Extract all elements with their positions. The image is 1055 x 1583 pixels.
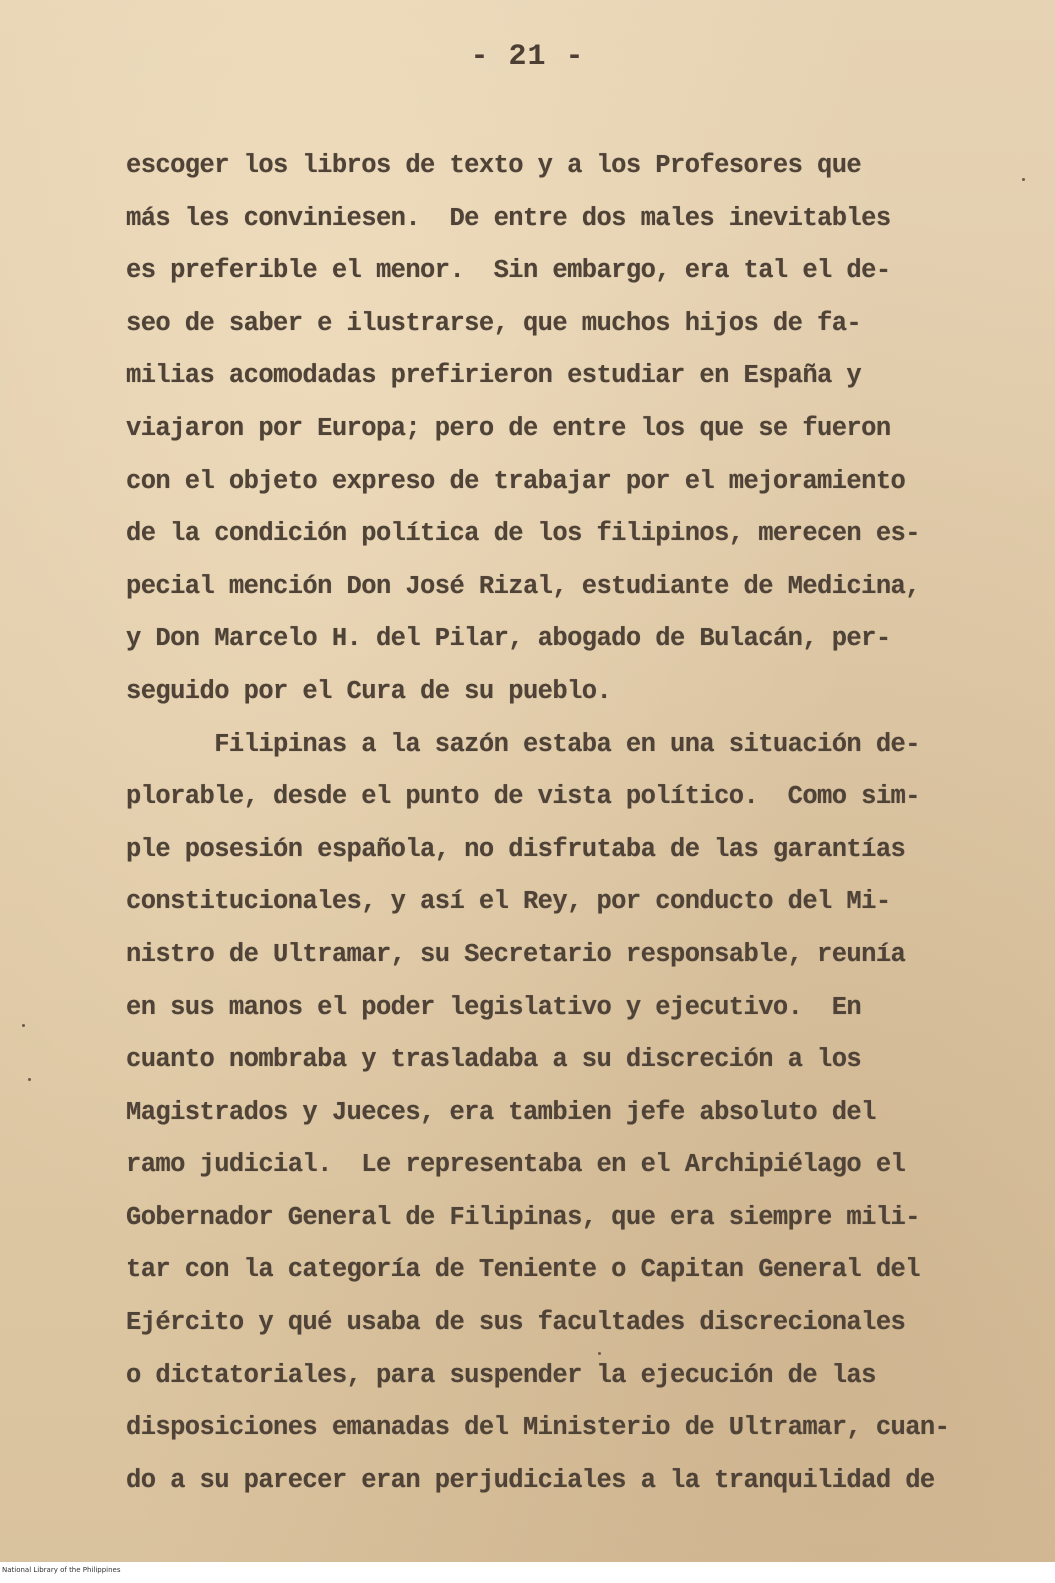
text-line: de la condición política de los filipinos, merecen es-	[126, 519, 920, 549]
text-line: Filipinas a la sazón estaba en una situación de-	[126, 729, 920, 759]
text-line: cuanto nombraba y trasladaba a su discreción a los	[126, 1045, 862, 1075]
paper-speck	[28, 1078, 31, 1081]
text-line: escoger los libros de texto y a los Profesores que	[126, 151, 862, 180]
text-line: disposiciones emanadas del Ministerio de Ultramar, cuan-	[126, 1413, 950, 1443]
text-line: viajaron por Europa; pero de entre los que se fueron	[126, 413, 891, 443]
text-line: tar con la categoría de Teniente o Capitan General del	[126, 1255, 920, 1285]
text-line: con el objeto expreso de trabajar por el mejoramiento	[126, 466, 906, 496]
text-line: Gobernador General de Filipinas, que era siempre mili-	[126, 1202, 920, 1232]
text-line: o dictatoriales, para suspender la ejecución de las	[126, 1360, 876, 1390]
text-line: ramo judicial. Le representaba en el Archipiélago el	[126, 1150, 906, 1180]
paper-speck	[598, 1352, 601, 1355]
text-line: es preferible el menor. Sin embargo, era tal el de-	[126, 256, 891, 286]
text-line: Ejército y qué usaba de sus facultades discrecionales	[126, 1308, 906, 1338]
text-line: milias acomodadas prefirieron estudiar en España y	[126, 361, 862, 391]
text-line: ple posesión española, no disfrutaba de las garantías	[126, 834, 906, 864]
text-line: en sus manos el poder legislativo y ejecutivo. En	[126, 992, 862, 1022]
text-line: constitucionales, y así el Rey, por conducto del Mi-	[126, 887, 891, 917]
body-text	[126, 140, 1006, 1507]
text-line: Magistrados y Jueces, era tambien jefe absoluto del	[126, 1097, 876, 1127]
footer-credit: National Library of the Philippines	[2, 1566, 121, 1574]
footer-bar	[0, 1562, 1055, 1583]
text-line: más les conviniesen. De entre dos males inevitables	[126, 203, 891, 233]
text-line: plorable, desde el punto de vista político. Como sim-	[126, 782, 920, 812]
text-line: nistro de Ultramar, su Secretario responsable, reunía	[126, 939, 906, 969]
text-line: seo de saber e ilustrarse, que muchos hijos de fa-	[126, 308, 862, 338]
page-number: - 21 -	[470, 40, 585, 74]
paper-speck	[22, 1024, 25, 1027]
text-line: pecial mención Don José Rizal, estudiante de Medicina,	[126, 571, 920, 601]
text-line: seguido por el Cura de su pueblo.	[126, 676, 612, 706]
text-line: y Don Marcelo H. del Pilar, abogado de Bulacán, per-	[126, 624, 891, 654]
paper-speck	[1022, 178, 1025, 181]
text-line: do a su parecer eran perjudiciales a la tranquilidad de	[126, 1465, 935, 1495]
